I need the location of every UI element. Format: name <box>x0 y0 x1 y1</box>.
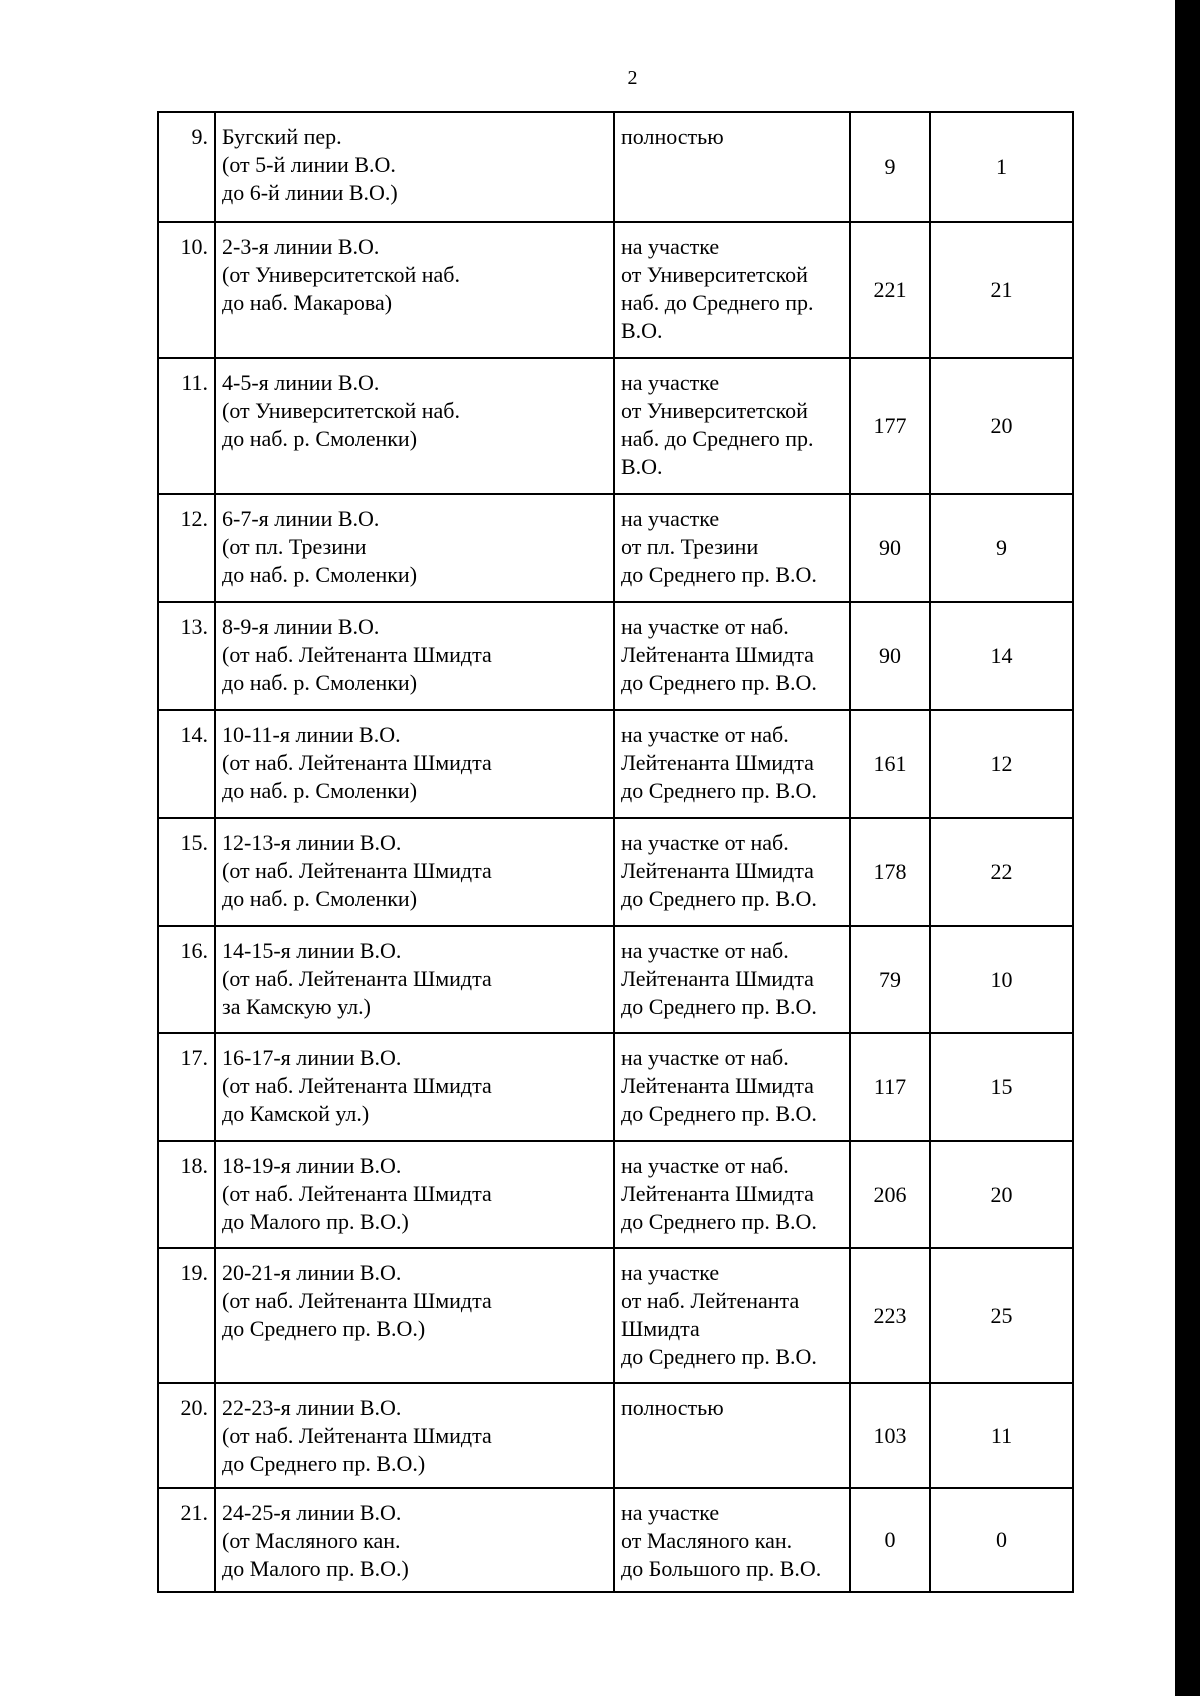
table-row <box>158 926 1073 1033</box>
table-row <box>158 222 1073 358</box>
section-description: на участке от наб. Лейтенанта Шмидта до Среднего пр. В.О. <box>614 1248 850 1383</box>
value-column-1: 206 <box>850 1141 930 1248</box>
table-row <box>158 602 1073 710</box>
table-row <box>158 1248 1073 1383</box>
section-description: на участке от наб. Лейтенанта Шмидта до Среднего пр. В.О. <box>614 1141 850 1248</box>
section-description: на участке от наб. Лейтенанта Шмидта до Среднего пр. В.О. <box>614 602 850 710</box>
value-column-2: 12 <box>930 710 1073 818</box>
value-column-2: 20 <box>930 1141 1073 1248</box>
value-column-1: 0 <box>850 1488 930 1592</box>
row-number: 11. <box>158 358 215 494</box>
value-column-2: 25 <box>930 1248 1073 1383</box>
street-name: 8-9-я линии В.О. (от наб. Лейтенанта Шмидта до наб. р. Смоленки) <box>215 602 614 710</box>
data-table <box>157 111 1074 1593</box>
value-column-1: 79 <box>850 926 930 1033</box>
table-row <box>158 818 1073 926</box>
section-description: на участке от наб. Лейтенанта Шмидта до Среднего пр. В.О. <box>614 1033 850 1141</box>
section-description: на участке от пл. Трезини до Среднего пр. В.О. <box>614 494 850 602</box>
value-column-1: 221 <box>850 222 930 358</box>
table-row <box>158 494 1073 602</box>
value-column-2: 1 <box>930 112 1073 222</box>
table-row <box>158 710 1073 818</box>
street-name: 2-3-я линии В.О. (от Университетской наб. до наб. Макарова) <box>215 222 614 358</box>
street-name: 18-19-я линии В.О. (от наб. Лейтенанта Шмидта до Малого пр. В.О.) <box>215 1141 614 1248</box>
row-number: 18. <box>158 1141 215 1248</box>
scan-edge-bar <box>1175 0 1200 1696</box>
street-name: 14-15-я линии В.О. (от наб. Лейтенанта Шмидта за Камскую ул.) <box>215 926 614 1033</box>
row-number: 20. <box>158 1383 215 1488</box>
section-description: на участке от Масляного кан. до Большого пр. В.О. <box>614 1488 850 1592</box>
row-number: 15. <box>158 818 215 926</box>
street-name: 20-21-я линии В.О. (от наб. Лейтенанта Шмидта до Среднего пр. В.О.) <box>215 1248 614 1383</box>
value-column-1: 178 <box>850 818 930 926</box>
section-description: полностью <box>614 112 850 222</box>
section-description: на участке от наб. Лейтенанта Шмидта до Среднего пр. В.О. <box>614 710 850 818</box>
value-column-2: 9 <box>930 494 1073 602</box>
value-column-2: 0 <box>930 1488 1073 1592</box>
value-column-1: 161 <box>850 710 930 818</box>
section-description: полностью <box>614 1383 850 1488</box>
row-number: 12. <box>158 494 215 602</box>
page-number: 2 <box>627 67 638 89</box>
value-column-2: 21 <box>930 222 1073 358</box>
table-row <box>158 112 1073 222</box>
value-column-2: 10 <box>930 926 1073 1033</box>
street-name: 4-5-я линии В.О. (от Университетской наб. до наб. р. Смоленки) <box>215 358 614 494</box>
street-name: 10-11-я линии В.О. (от наб. Лейтенанта Шмидта до наб. р. Смоленки) <box>215 710 614 818</box>
street-name: 16-17-я линии В.О. (от наб. Лейтенанта Шмидта до Камской ул.) <box>215 1033 614 1141</box>
value-column-2: 20 <box>930 358 1073 494</box>
value-column-1: 103 <box>850 1383 930 1488</box>
street-name: 22-23-я линии В.О. (от наб. Лейтенанта Шмидта до Среднего пр. В.О.) <box>215 1383 614 1488</box>
value-column-2: 14 <box>930 602 1073 710</box>
value-column-1: 117 <box>850 1033 930 1141</box>
street-name: 24-25-я линии В.О. (от Масляного кан. до Малого пр. В.О.) <box>215 1488 614 1592</box>
value-column-1: 90 <box>850 494 930 602</box>
section-description: на участке от наб. Лейтенанта Шмидта до Среднего пр. В.О. <box>614 926 850 1033</box>
value-column-2: 11 <box>930 1383 1073 1488</box>
row-number: 17. <box>158 1033 215 1141</box>
table-row <box>158 1383 1073 1488</box>
table-body <box>158 112 1073 1592</box>
value-column-2: 22 <box>930 818 1073 926</box>
street-name: 12-13-я линии В.О. (от наб. Лейтенанта Шмидта до наб. р. Смоленки) <box>215 818 614 926</box>
table-row <box>158 1033 1073 1141</box>
row-number: 21. <box>158 1488 215 1592</box>
row-number: 16. <box>158 926 215 1033</box>
value-column-1: 9 <box>850 112 930 222</box>
section-description: на участке от Университетской наб. до Среднего пр. В.О. <box>614 358 850 494</box>
value-column-2: 15 <box>930 1033 1073 1141</box>
section-description: на участке от наб. Лейтенанта Шмидта до Среднего пр. В.О. <box>614 818 850 926</box>
row-number: 10. <box>158 222 215 358</box>
value-column-1: 223 <box>850 1248 930 1383</box>
table-row <box>158 358 1073 494</box>
section-description: на участке от Университетской наб. до Среднего пр. В.О. <box>614 222 850 358</box>
value-column-1: 90 <box>850 602 930 710</box>
table-row <box>158 1488 1073 1592</box>
street-name: Бугский пер. (от 5-й линии В.О. до 6-й линии В.О.) <box>215 112 614 222</box>
value-column-1: 177 <box>850 358 930 494</box>
row-number: 14. <box>158 710 215 818</box>
row-number: 9. <box>158 112 215 222</box>
row-number: 19. <box>158 1248 215 1383</box>
table-row <box>158 1141 1073 1248</box>
row-number: 13. <box>158 602 215 710</box>
street-name: 6-7-я линии В.О. (от пл. Трезини до наб. р. Смоленки) <box>215 494 614 602</box>
